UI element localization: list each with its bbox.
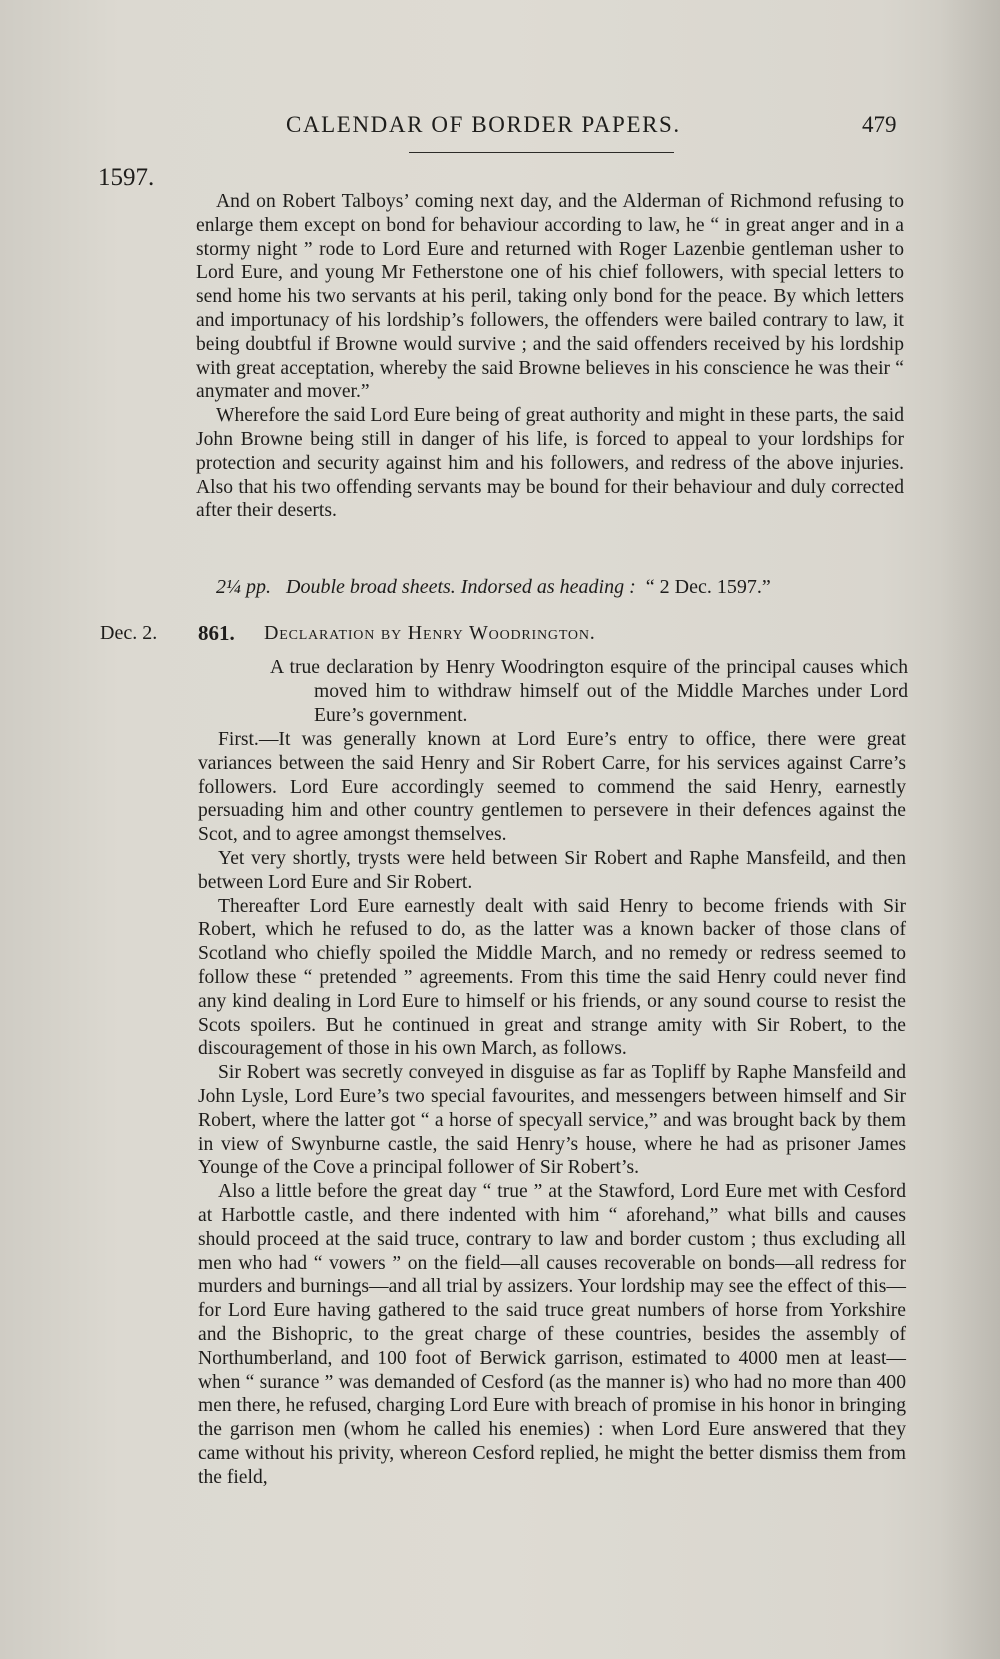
entry-body-text	[198, 728, 906, 1490]
entry-number: 861.	[198, 621, 235, 645]
extent-line	[216, 576, 906, 599]
paragraph: Thereafter Lord Eure earnestly dealt with said Henry to become friends with Sir Robert, which he refused to do, as the latter was a known backer of those clans of Scotland who chiefly spoiled the Middle March, and no remedy or redress seemed to follow these “ pretended ” agreements. From this time the said Henry could never find any kind dealing in Lord Eure to himself or his friends, or any sound course to resist the Scots spoilers. But he continued in great and strange amity with Sir Robert, to the discouragement of those in his own March, as follows.	[198, 895, 906, 1060]
paragraph: Yet very shortly, trysts were held between Sir Robert and Raphe Mansfeild, and then between Lord Eure and Sir Robert.	[198, 847, 906, 893]
entry-title: Declaration by Henry Woodrington.	[264, 622, 596, 644]
preceding-entry-text	[196, 190, 904, 523]
paragraph: First.—It was generally known at Lord Eure’s entry to office, there were great variances between the said Henry and Sir Robert Carre, for his services against Carre’s followers. Lord Eure accordingly seemed to commend the said Henry, earnestly persuading him and other country gentlemen to persevere in their defences against the Scot, and to agree amongst themselves.	[198, 729, 906, 846]
extent: 2¼ pp.	[216, 576, 271, 598]
description: Double broad sheets. Indorsed as heading :	[286, 576, 636, 598]
entry-lead	[270, 656, 908, 727]
page-number: 479	[862, 112, 897, 137]
entry-date: Dec. 2.	[100, 622, 158, 644]
margin-year: 1597.	[98, 164, 155, 191]
paragraph: Sir Robert was secretly conveyed in disguise as far as Topliff by Raphe Mansfeild and John Lysle, Lord Eure’s two special favourites, and messengers between himself and Sir Robert, where the latter got “ a horse of specyall service,” and was brought back by them in view of Swynburne castle, the said Henry’s house, where he had as prisoner James Younge of the Cove a principal follower of Sir Robert’s.	[198, 1062, 906, 1179]
running-title: CALENDAR OF BORDER PAPERS.	[286, 112, 681, 137]
header-rule	[409, 152, 674, 153]
endorsement: “ 2 Dec. 1597.”	[645, 576, 771, 598]
paragraph: Also a little before the great day “ true ” at the Stawford, Lord Eure met with Cesford at Harbottle castle, and there indented with him “ aforehand,” what bills and causes should proceed at the said truce, contrary to law and border custom ; thus excluding all men who had “ vowers ” on the field—all causes recoverable on bonds—all redress for murders and burnings—and all trial by assizers. Your lordship may see the effect of this—for Lord Eure having gathered to the said truce great numbers of horse from Yorkshire and the Bishopric, to the great charge of these countries, besides the assembly of Northumberland, and 100 foot of Berwick garrison, estimated to 4000 men at least—when “ surance ” was demanded of Cesford (as the manner is) who had no more than 400 men there, he refused, charging Lord Eure with breach of promise in his honor in bringing the garrison men (whom he called his enemies) : when Lord Eure answered that they came without his privity, whereon Cesford replied, he might the better dismiss them from the field,	[198, 1181, 906, 1488]
entry-heading	[92, 622, 912, 652]
lead-paragraph: A true declaration by Henry Woodrington esquire of the principal causes which moved him to withdraw himself out of the Middle Marches under Lord Eure’s government.	[270, 657, 908, 726]
page-edge-shadow	[940, 0, 1000, 1659]
page-header	[0, 108, 1000, 148]
paragraph: Wherefore the said Lord Eure being of great authority and might in these parts, the said John Browne being still in danger of his life, is forced to appeal to your lordships for protection and security against him and his followers, and redress of the above injuries. Also that his two offending servants may be bound for their behaviour and duly corrected after their deserts.	[196, 405, 904, 522]
paragraph: And on Robert Talboys’ coming next day, and the Alderman of Richmond refusing to enlarge them except on bond for behaviour according to law, he “ in great anger and in a stormy night ” rode to Lord Eure and returned with Roger Lazenbie gentleman usher to Lord Eure, and young Mr Fetherstone one of his chief followers, with special letters to send home his two servants at his peril, taking only bond for the peace. By which letters and importunacy of his lordship’s followers, the offenders were bailed contrary to law, it being doubtful if Browne would survive ; and the said offenders received by his lordship with great acceptation, whereby the said Browne believes in his conscience he was their “ anymater and mover.”	[196, 191, 904, 403]
